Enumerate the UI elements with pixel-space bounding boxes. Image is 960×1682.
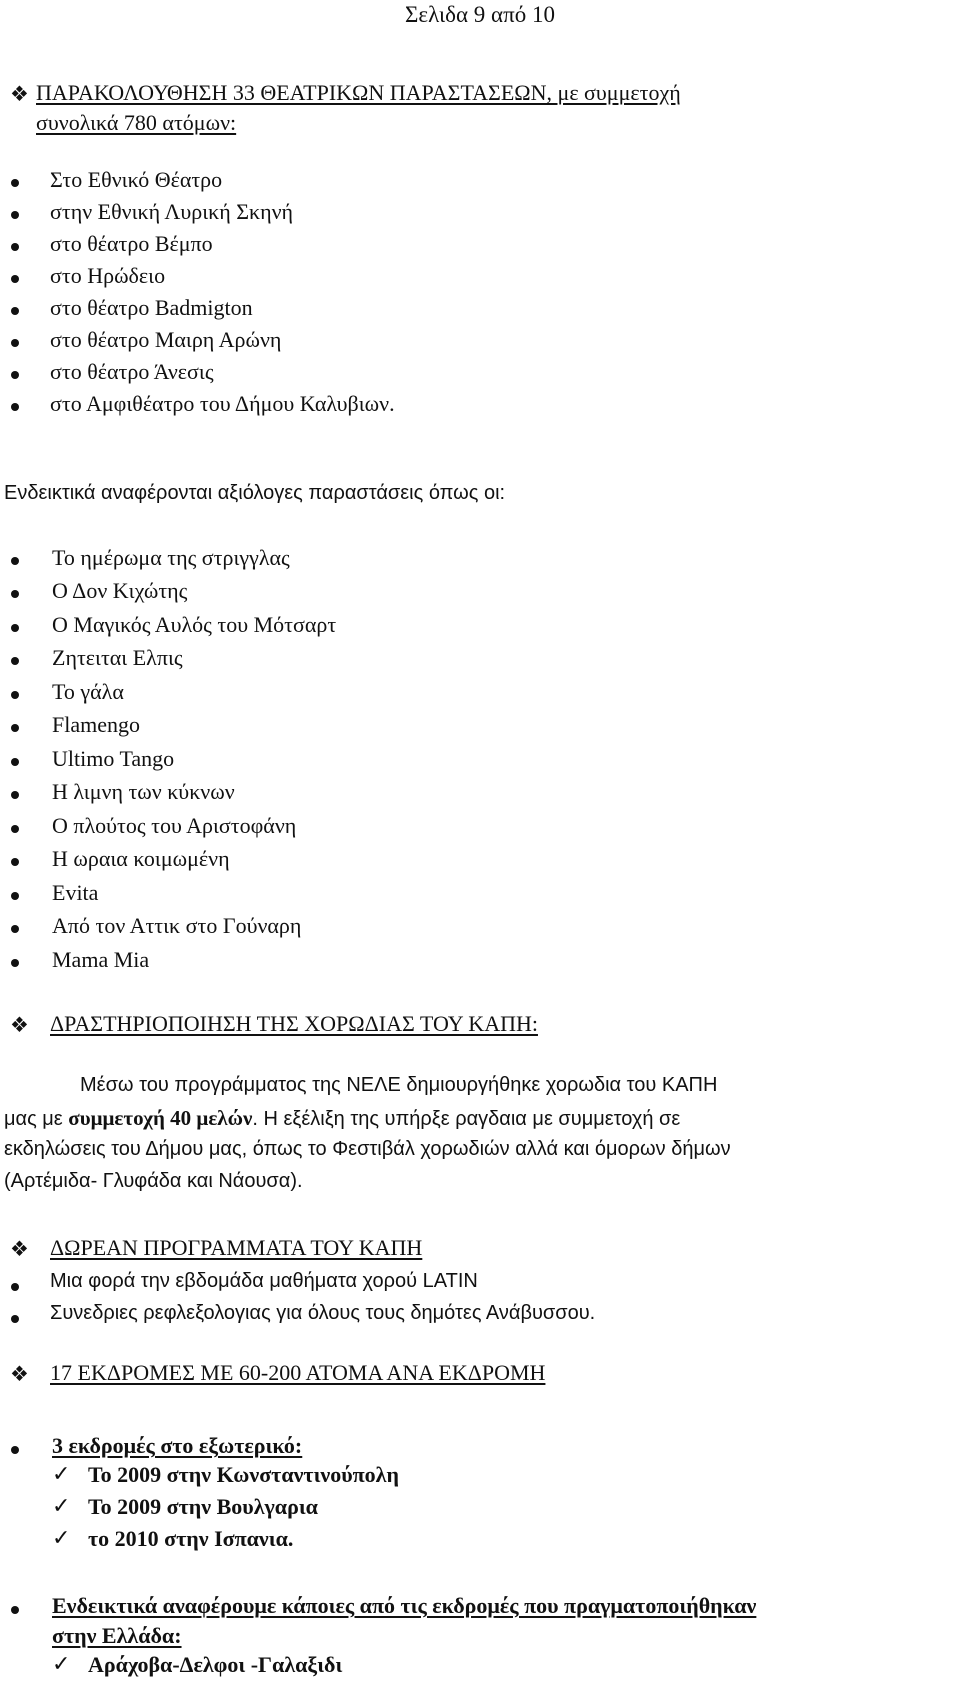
list-item: Ο Δον Κιχώτης <box>52 578 188 603</box>
list-item: στο θέατρο Άνεσις <box>50 359 214 384</box>
bullet-dot-icon <box>11 307 19 315</box>
list-item: Μια φορά την εβδομάδα μαθήματα χορού LATIN <box>50 1270 478 1292</box>
diamond-bullet-icon: ❖ <box>10 1237 29 1261</box>
checkmark-icon: ✓ <box>52 1526 71 1551</box>
bullet-dot-icon <box>11 403 19 411</box>
list-item: στην Εθνική Λυρική Σκηνή <box>50 199 294 224</box>
list-item: Αράχοβα-Δελφοι -Γαλαξιδι <box>88 1652 343 1677</box>
list-item: Ο Μαγικός Αυλός του Μότσαρτ <box>52 612 337 637</box>
diamond-bullet-icon: ❖ <box>10 1013 29 1037</box>
bullet-dot-icon <box>11 724 19 732</box>
list-item: Η ωραια κοιμωμένη <box>52 846 230 871</box>
bullet-dot-icon <box>11 925 19 933</box>
diamond-bullet-icon: ❖ <box>10 82 29 106</box>
bullet-dot-icon <box>11 371 19 379</box>
bullet-dot-icon <box>11 758 19 766</box>
list-item: Το 2009 στην Βουλγαρια <box>88 1494 318 1519</box>
list-item: Ζητειται Ελπις <box>52 645 183 670</box>
list-item: Ultimo Tango <box>52 746 175 771</box>
bullet-dot-icon <box>11 791 19 799</box>
bullet-dot-icon <box>11 243 19 251</box>
list-item: στο θέατρο Badmigton <box>50 295 253 320</box>
list-item: Η λιμνη των κύκνων <box>52 779 235 804</box>
list-item: Από τον Αττικ στο Γούναρη <box>52 913 302 938</box>
list-item: Το γάλα <box>52 679 124 704</box>
section-heading-excursions: 17 ΕΚΔΡΟΜΕΣ ΜΕ 60-200 ΑΤΟΜΑ ΑΝΑ ΕΚΔΡΟΜΗ <box>50 1360 546 1385</box>
list-item: Ο πλούτος του Αριστοφάνη <box>52 813 297 838</box>
list-item: Flamengo <box>52 712 140 737</box>
bullet-dot-icon <box>11 959 19 967</box>
bullet-dot-icon <box>11 339 19 347</box>
section-heading-choir: ΔΡΑΣΤΗΡΙΟΠΟΙΗΣΗ ΤΗΣ ΧΟΡΩΔΙΑΣ ΤΟΥ ΚΑΠΗ: <box>50 1011 538 1036</box>
choir-paragraph-line: Μέσω του προγράμματος της ΝΕΛΕ δημιουργήθηκε χορωδια του ΚΑΠΗ <box>80 1074 718 1096</box>
list-item: στο Ηρώδειο <box>50 263 166 288</box>
bullet-dot-icon <box>11 825 19 833</box>
bullet-dot-icon <box>11 1446 19 1454</box>
section-heading-theater: ΠΑΡΑΚΟΛΟΥΘΗΣΗ 33 ΘΕΑΤΡΙΚΩΝ ΠΑΡΑΣΤΑΣΕΩΝ, με συμμετοχή <box>36 80 681 105</box>
section-heading-free-programs: ΔΩΡΕΑΝ ΠΡΟΓΡΑΜΜΑΤΑ ΤΟΥ ΚΑΠΗ <box>50 1235 423 1260</box>
greece-trips-label: Ενδεικτικά αναφέρουμε κάποιες από τις εκδρομές που πραγματοποιήθηκαν <box>52 1593 757 1618</box>
bullet-dot-icon <box>11 858 19 866</box>
list-item: Evita <box>52 880 99 905</box>
bullet-dot-icon <box>11 892 19 900</box>
checkmark-icon: ✓ <box>52 1494 71 1519</box>
bullet-dot-icon <box>11 179 19 187</box>
choir-members-count: συμμετοχή 40 μελών <box>68 1106 253 1130</box>
choir-paragraph-line: (Αρτέμιδα- Γλυφάδα και Νάουσα). <box>4 1170 303 1192</box>
bullet-dot-icon <box>11 557 19 565</box>
page-number-header: Σελιδα 9 από 10 <box>405 2 555 27</box>
greece-trips-label-cont: στην Ελλάδα: <box>52 1623 182 1648</box>
checkmark-icon: ✓ <box>52 1652 71 1677</box>
bullet-dot-icon <box>11 1606 19 1614</box>
list-item: Το ημέρωμα της στριγγλας <box>52 545 290 570</box>
bullet-dot-icon <box>11 691 19 699</box>
bullet-dot-icon <box>11 211 19 219</box>
bullet-dot-icon <box>11 624 19 632</box>
bullet-dot-icon <box>11 275 19 283</box>
shows-intro-text: Ενδεικτικά αναφέρονται αξιόλογες παραστάσεις όπως οι: <box>4 482 506 504</box>
list-item: στο θέατρο Βέμπο <box>50 231 213 256</box>
diamond-bullet-icon: ❖ <box>10 1362 29 1386</box>
list-item: στο Αμφιθέατρο του Δήμου Καλυβιων. <box>50 391 395 416</box>
list-item: Συνεδριες ρεφλεξολογιας για όλους τους δημότες Ανάβυσσου. <box>50 1302 596 1324</box>
list-item: στο θέατρο Μαιρη Αρώνη <box>50 327 282 352</box>
bullet-dot-icon <box>11 657 19 665</box>
checkmark-icon: ✓ <box>52 1462 71 1487</box>
list-item: Στο Εθνικό Θέατρο <box>50 167 223 192</box>
bullet-dot-icon <box>11 1315 19 1323</box>
list-item: Mama Mia <box>52 947 150 972</box>
abroad-trips-label: 3 εκδρομές στο εξωτερικό: <box>52 1433 303 1458</box>
choir-paragraph-line: εκδηλώσεις του Δήμου μας, όπως το Φεστιβάλ χορωδιών αλλά και όμορων δήμων <box>4 1138 731 1160</box>
list-item: Το 2009 στην Κωνσταντινούπολη <box>88 1462 399 1487</box>
choir-paragraph-line: μας με συμμετοχή 40 μελών. Η εξέλιξη της υπήρξε ραγδαια με συμμετοχή σε <box>4 1106 681 1130</box>
list-item: το 2010 στην Ισπανια. <box>88 1526 294 1551</box>
bullet-dot-icon <box>11 1283 19 1291</box>
bullet-dot-icon <box>11 590 19 598</box>
section-heading-theater-cont: συνολικά 780 ατόμων: <box>36 110 237 135</box>
